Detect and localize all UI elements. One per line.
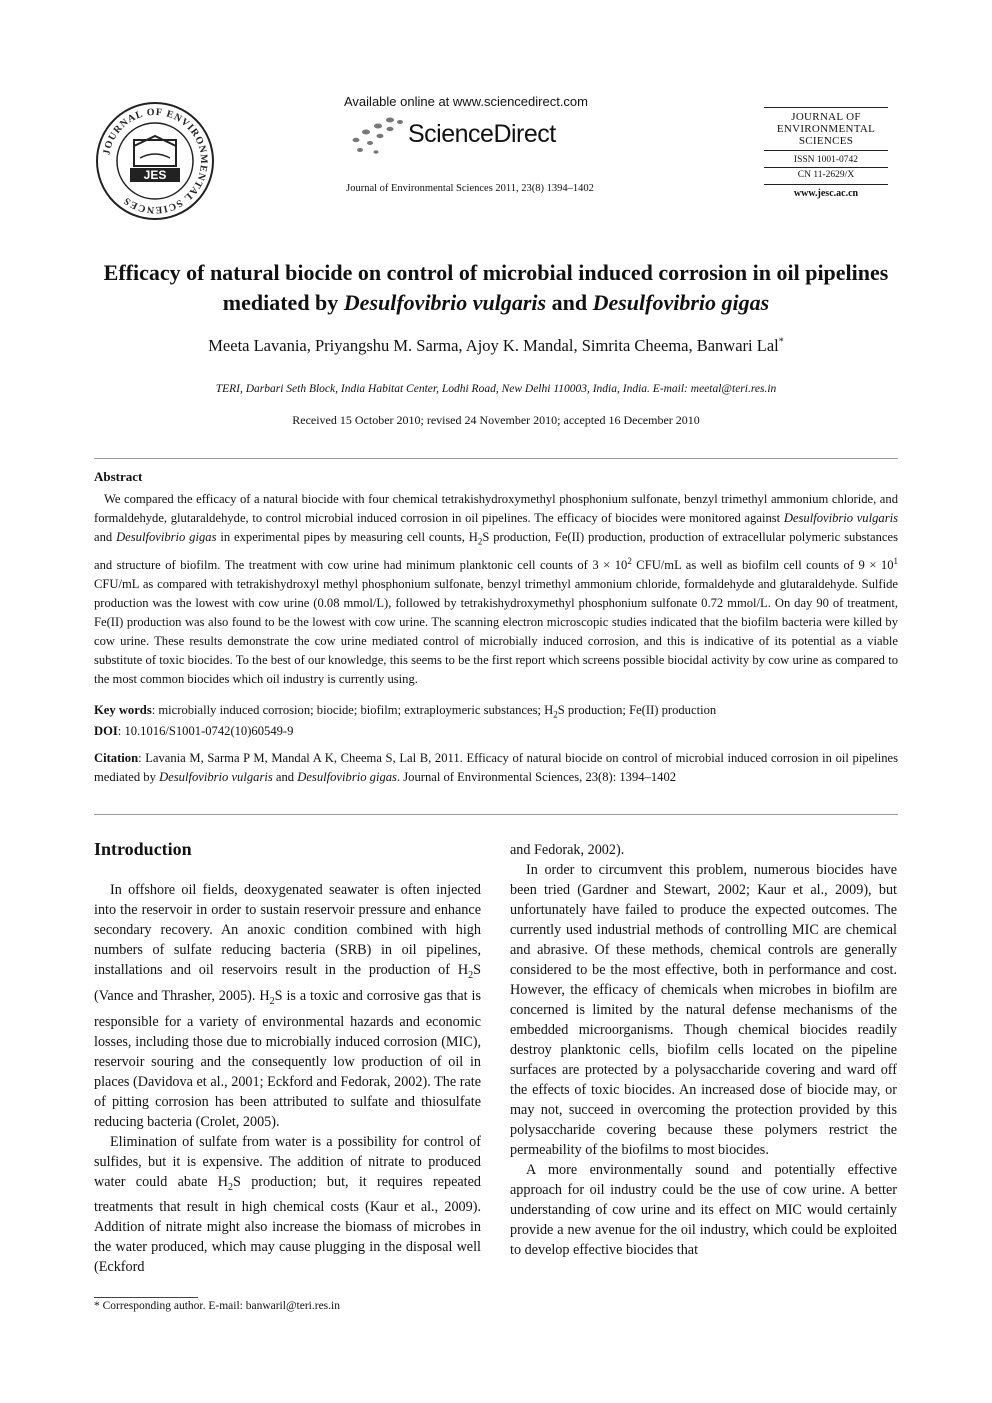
author-list: Meeta Lavania, Priyangshu M. Sarma, Ajoy K. Mandal, Simrita Cheema, Banwari Lal*	[208, 336, 784, 355]
sciencedirect-wordmark: ScienceDirect	[408, 120, 556, 148]
divider	[94, 814, 898, 815]
available-online-text: Available online at www.sciencedirect.com	[344, 94, 588, 109]
journal-issn: ISSN 1001-0742	[793, 155, 859, 165]
svg-text:JOURNAL OF ENVIRONMENTAL SCIEN: JOURNAL OF ENVIRONMENTAL SCIENCES	[101, 106, 210, 216]
citation: Citation: Lavania M, Sarma P M, Mandal A K, Cheema S, Lal B, 2011. Efficacy of natural biocide on control of microbial induced corrosion in oil pipelines mediated by Desulfovibrio vulgaris and Desulfovibrio gigas. Journal of Environmental Sciences, 23(8): 1394–1402	[94, 751, 898, 784]
footnote: * Corresponding author. E-mail: banwaril@teri.res.in	[94, 1300, 340, 1312]
paragraph: A more environmentally sound and potentially effective approach for oil industry could be the use of cow urine. A better understanding of cow urine and its effect on MIC would certainly provide a new avenue for the oil industry, which could be exploited to develop effective biocides that	[510, 1162, 897, 1258]
body-column-left	[94, 880, 481, 1277]
journal-citation-line: Journal of Environmental Sciences 2011, 23(8) 1394–1402	[346, 183, 594, 194]
body-column-right	[510, 840, 897, 1260]
journal-masthead	[764, 104, 888, 200]
paragraph: In offshore oil fields, deoxygenated seawater is often injected into the reservoir in order to sustain reservoir pressure and enhance secondary recovery. An anoxic condition combined with high numbers of sulfate reducing bacteria (SRB) in oil pipelines, installations and oil reservoirs result in the production of $H_2S$ (Vance and Thrasher, 2005). $H_2S$ is a toxic and corrosive gas that is responsible for a variety of environmental hazards and economic losses, including those due to microbially induced corrosion (MIC), reservoir souring and the consequently low production of oil in places (Davidova et al., 2001; Eckford and Fedorak, 2002). The rate of pitting corrosion has been attributed to sulfate and thiosulfate reducing bacteria (Crolet, 2005).	[94, 882, 481, 1130]
keywords: Key words: microbially induced corrosion; biocide; biofilm; extraploymeric substances; $H_2S$ production; Fe(II) production	[94, 703, 717, 720]
divider	[94, 458, 898, 459]
journal-name-line3: SCIENCES	[798, 135, 854, 147]
paragraph: and Fedorak, 2002).	[510, 842, 625, 858]
journal-seal-logo	[94, 100, 216, 222]
journal-cn: CN 11-2629/X	[797, 170, 855, 180]
article-title: Efficacy of natural biocide on control of microbial induced corrosion in oil pipelines mediated by Desulfovibrio vulgaris and Desulfovibrio gigas	[103, 260, 889, 315]
article-dates: Received 15 October 2010; revised 24 November 2010; accepted 16 December 2010	[292, 413, 700, 427]
section-heading-introduction: Introduction	[94, 839, 192, 859]
journal-name-line1: JOURNAL OF	[791, 111, 861, 123]
paragraph: In order to circumvent this problem, numerous biocides have been tried (Gardner and Stewart, 2002; Kaur et al., 2009), but unfortunately have failed to produce the expected outcomes. The currently used industrial methods of controlling MIC are chemical and abrasive. Of these methods, chemical controls are generally considered to be the most effective, both in performance and cost. However, the efficacy of chemicals when microbes in biofilm are concerned is limited by the natural defense mechanisms of the embedded microorganisms. Though chemical biocides readily destroy planktonic cells, biofilm cells located on the pipeline surfaces are protected by a polysaccharide covering and ward off the effects of toxic biocides. An increased dose of biocide may, or may not, succeed in overcoming the protection provided by this polysaccharide covering because these polymers restrict the permeability of the biofilms to most biocides.	[510, 862, 897, 1158]
doi: DOI: 10.1016/S1001-0742(10)60549-9	[94, 724, 294, 738]
paragraph: Elimination of sulfate from water is a possibility for control of sulfides, but it is expensive. The addition of nitrate to produced water could abate $H_2S$ production; but, it requires repeated treatments that result in high chemical costs (Kaur et al., 2009). Addition of nitrate might also increase the biomass of microbes in the water produced, which may cause plugging in the disposal well (Eckford	[94, 1133, 481, 1276]
abstract-heading: Abstract	[94, 469, 143, 484]
journal-url: www.jesc.ac.cn	[793, 188, 859, 199]
journal-name-line2: ENVIRONMENTAL	[776, 123, 876, 135]
sciencedirect-dots-icon	[350, 114, 406, 158]
footnote-divider	[94, 1297, 198, 1298]
abstract-text: We compared the efficacy of a natural biocide with four chemical tetrakishydroxymethyl phosphonium sulfonate, benzyl trimethyl ammonium chloride, and formaldehyde, glutaraldehyde, to control microbial induced corrosion in oil pipelines. The efficacy of biocides were monitored against Desulfovibrio vulgaris and Desulfovibrio gigas in experimental pipes by measuring cell counts, $H_2S$ production, Fe(II) production, production of extracellular polymeric substances and structure of biofilm. The treatment with cow urine had minimum planktonic cell counts of $3 \times 10^2$ CFU/mL as well as biofilm cell counts of $9 \times 10^1$ CFU/mL as compared with tetrakishydroxyl methyl phosphonium sulfonate, benzyl trimethyl ammonium chloride, formaldehyde and glutaraldehyde. Sulfide production was the lowest with cow urine (0.08 mmol/L), followed by tetrakishydroxymethyl phosphonium sulfonate 0.72 mmol/L. On day 90 of treatment, Fe(II) production was also found to be the lowest with cow urine. The scanning electron microscopic studies indicated that the biofilm bacteria were killed by cow urine. These results demonstrate the cow urine mediated control of microbially induced corrosion, and this is indicative of its potential as a viable substitute of toxic biocides. To the best of our knowledge, this seems to be the first report which screens possible biocidal activity by cow urine as compared to the most common biocides which oil industry is currently using.	[94, 492, 898, 686]
affiliation: TERI, Darbari Seth Block, India Habitat Center, Lodhi Road, New Delhi 110003, India, India. E-mail: meetal@teri.res.in	[215, 383, 777, 395]
svg-text:JES: JES	[143, 168, 167, 182]
sciencedirect-logo	[350, 114, 590, 158]
